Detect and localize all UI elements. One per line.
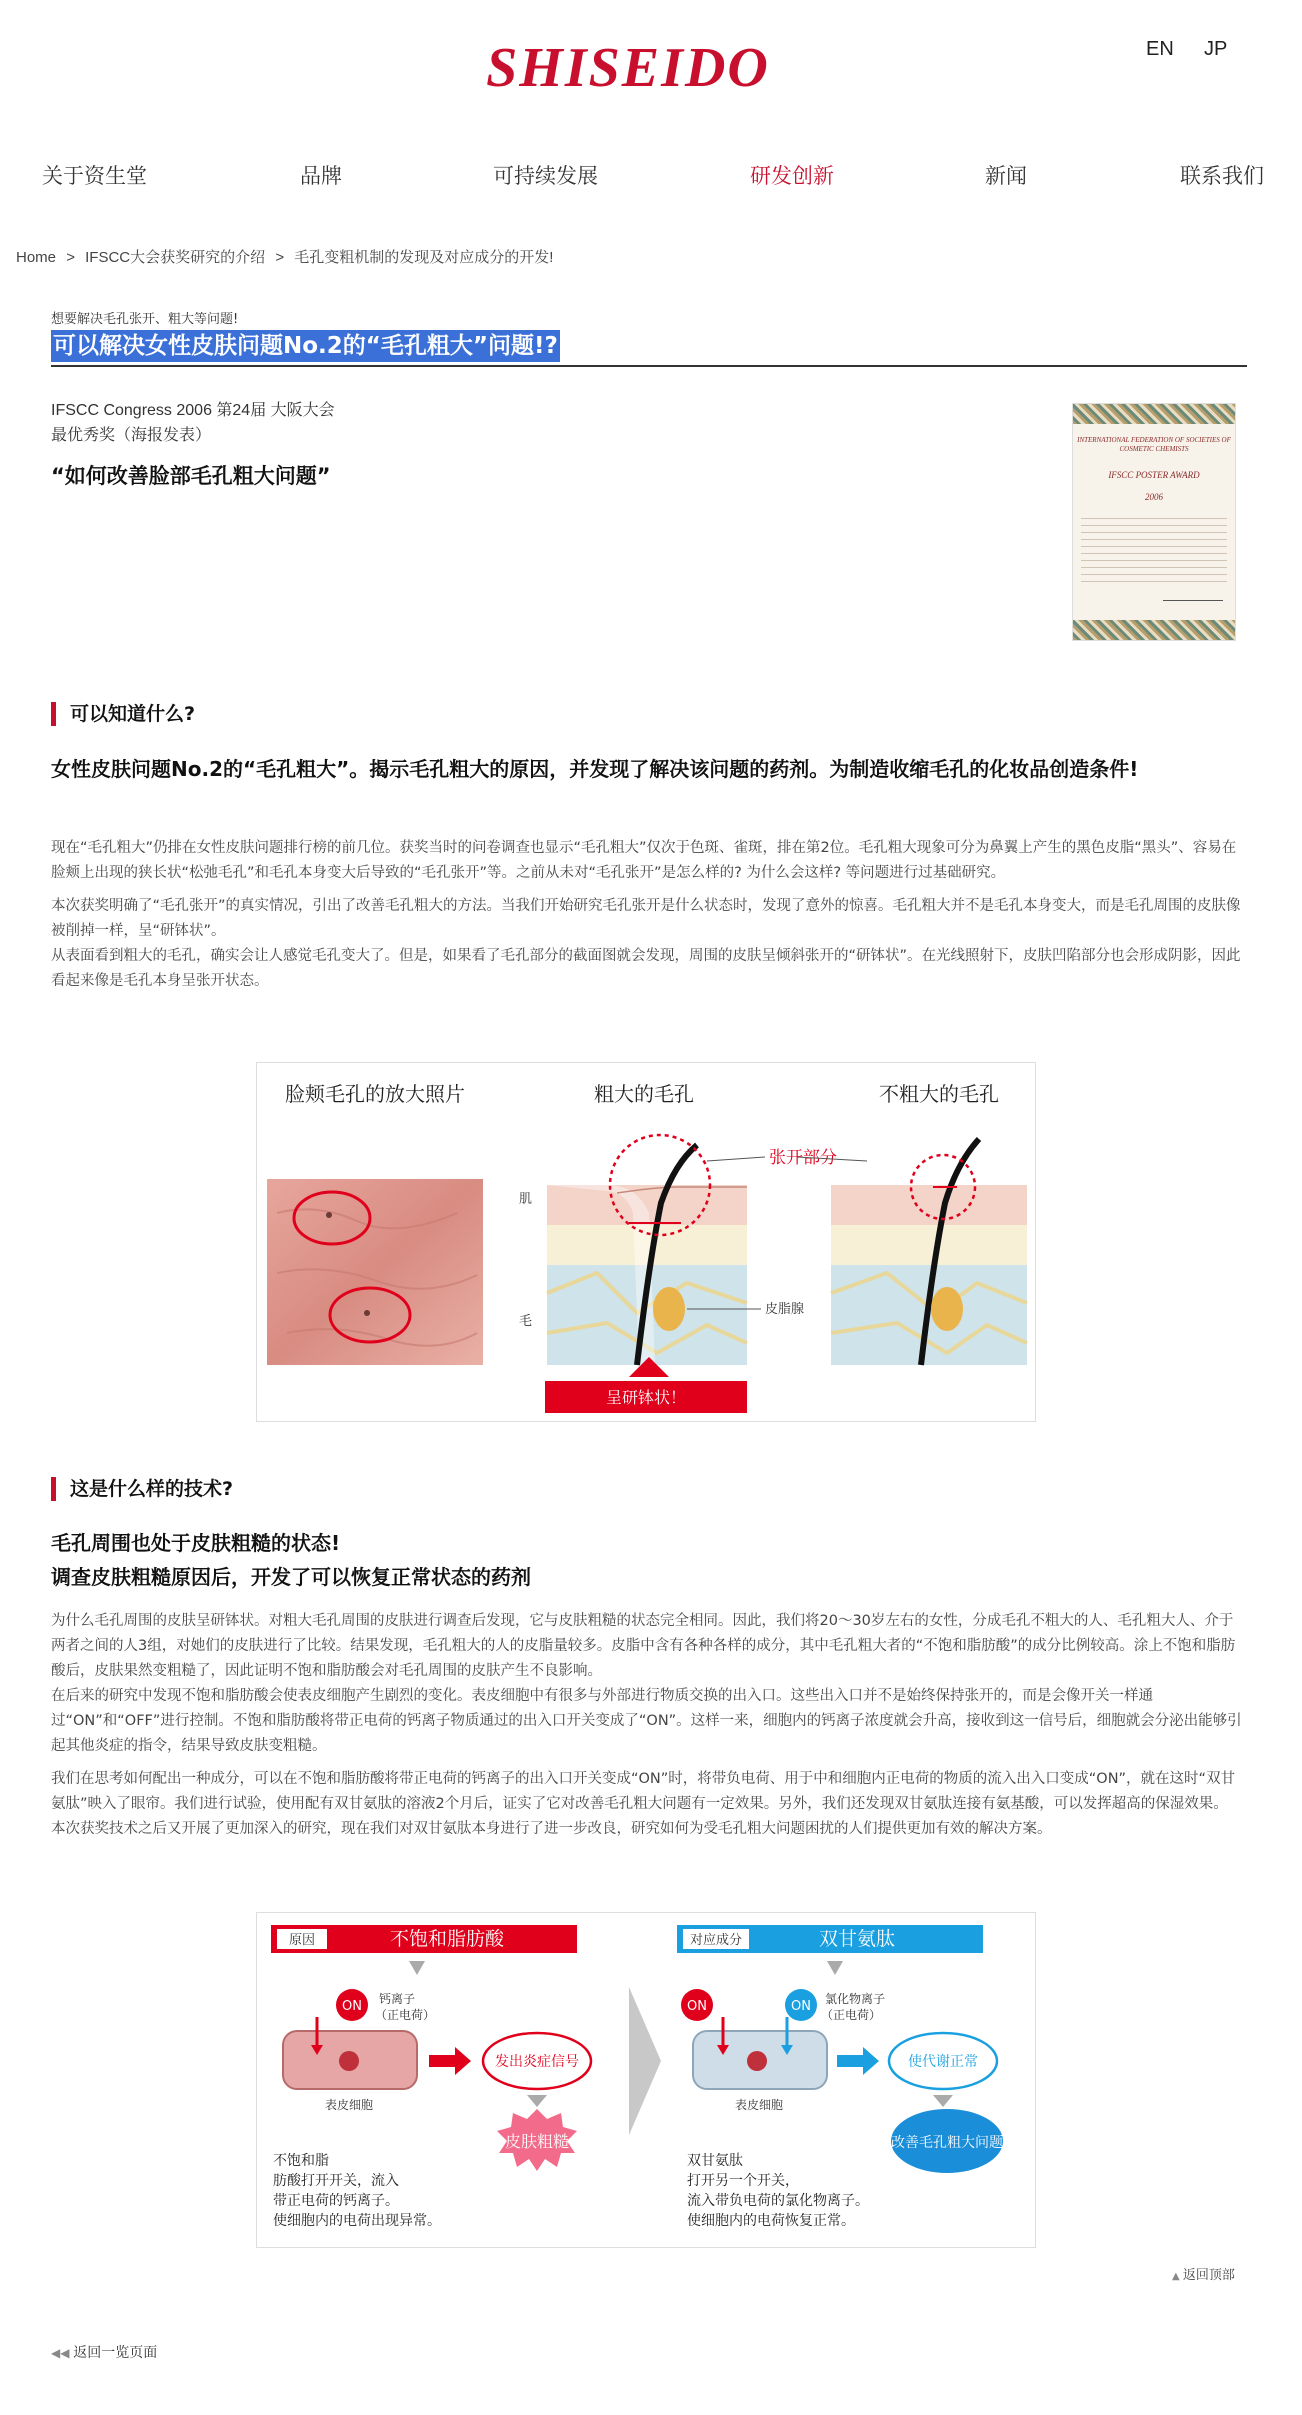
solution-desc: 打开另一个开关，: [687, 2173, 799, 2189]
on-switch-label: ON: [687, 1999, 707, 2014]
back-to-top-label: 返回顶部: [1182, 2268, 1235, 2283]
breadcrumb-home[interactable]: Home: [16, 249, 57, 266]
section2-paragraph: 我们在思考如何配出一种成分，可以在不饱和脂肪酸将带正电荷的钙离子的出入口开关变成“ON”时，将带负电荷、用于中和细胞内正电荷的物质的流入出入口变成“ON”，就在这时“双甘氨肽”映入了眼帘。我们进行试验，使用配有双甘氨肽的溶液2个月后，证实了它对改善毛孔粗大问题有一定效果。另外，我们还发现双甘氨肽连接有氨基酸，可以发挥超高的保湿效果。: [51, 1771, 1236, 1812]
chloride-ion-label: 氯化物离子: [825, 1992, 886, 2006]
solution-panel: [677, 1925, 1003, 2229]
cheek-pore-photo: [267, 1179, 483, 1365]
on-switch-label: ON: [342, 1999, 362, 2014]
cause-tag: 原因: [288, 1933, 316, 1948]
nav-sustainability[interactable]: 可持续发展: [493, 164, 598, 188]
section1-paragraph: 现在“毛孔粗大”仍排在女性皮肤问题排行榜的前几位。获奖当时的问卷调查也显示“毛孔粗大”仅次于色斑、雀斑，排在第2位。毛孔粗大现象可分为鼻翼上产生的黑色皮脂“黑头”、容易在脸颊上出现的狭长状“松弛毛孔”和毛孔本身变大后导致的“毛孔张开”等。之前从未对“毛孔张开”是怎么样的? 为什么会这样? 等问题进行过基础研究。: [51, 840, 1237, 881]
certificate-year: 2006: [1145, 492, 1163, 502]
article-kicker: 想要解决毛孔张开、粗大等问题!: [51, 312, 239, 327]
nav-news[interactable]: 新闻: [985, 164, 1027, 188]
inflammation-signal-label: 发出炎症信号: [495, 2054, 579, 2070]
research-title: “如何改善脸部毛孔粗大问题”: [51, 464, 331, 488]
certificate-org: INTERNATIONAL FEDERATION OF SOCIETIES OF COSMETIC CHEMISTS: [1077, 436, 1231, 453]
calcium-ion-label: 钙离子: [379, 1992, 416, 2006]
section2-paragraph: 本次获奖技术之后又开展了更加深入的研究，现在我们对双甘氨肽本身进行了进一步改良，研究如何为受毛孔粗大问题困扰的人们提供更加有效的解决方案。: [51, 1821, 1052, 1837]
section1-paragraph: 本次获奖明确了“毛孔张开”的真实情况，引出了改善毛孔粗大的方法。当我们开始研究毛孔张开是什么状态时，发现了意外的惊喜。毛孔粗大并不是毛孔本身变大，而是毛孔周围的皮肤像被削掉一样，呈“研钵状”。: [51, 898, 1241, 939]
solution-desc: 流入带负电荷的氯化物离子。: [687, 2193, 869, 2209]
epidermal-cell-label: 表皮细胞: [734, 2098, 784, 2112]
pore-comparison-figure: [256, 1062, 1036, 1422]
certificate-award: IFSCC POSTER AWARD: [1108, 470, 1200, 480]
solution-tag: 对应成分: [689, 1933, 743, 1948]
label-bowl-shape: 呈研钵状！: [605, 1388, 687, 1407]
section2-lead-1: 毛孔周围也处于皮肤粗糙的状态!: [51, 1531, 341, 1555]
breadcrumb: [16, 246, 559, 267]
breadcrumb-current: 毛孔变粗机制的发现及对应成分的开发!: [294, 249, 554, 266]
title-divider: [51, 365, 1247, 367]
section1-lead: 女性皮肤问题No.2的“毛孔粗大”。揭示毛孔粗大的原因，并发现了解决该问题的药剂。为制造收缩毛孔的化妆品创造条件!: [51, 757, 1139, 781]
nav-contact[interactable]: 联系我们: [1180, 164, 1264, 188]
charge-label: （正电荷）: [821, 2008, 882, 2022]
transition-arrow: [629, 1987, 661, 2135]
breadcrumb-level1[interactable]: IFSCC大会获奖研究的介绍: [85, 249, 266, 266]
fig1-col3-title: 不粗大的毛孔: [879, 1082, 999, 1106]
section2-lead-2: 调查皮肤粗糙原因后，开发了可以恢复正常状态的药剂: [51, 1565, 531, 1589]
cause-desc: 使细胞内的电荷出现异常。: [273, 2213, 441, 2229]
label-open-part: 张开部分: [769, 1148, 837, 1168]
certificate-signature: [1163, 586, 1223, 601]
solution-title: 双甘氨肽: [818, 1928, 896, 1950]
congress-info: IFSCC Congress 2006 第24届 大阪大会: [51, 402, 335, 419]
double-arrow-left-icon: ◀◀: [51, 2346, 74, 2360]
on-switch-label: ON: [791, 1999, 811, 2014]
certificate-border-bottom: [1073, 620, 1235, 640]
improvement-label: 改善毛孔粗大问题: [891, 2135, 1003, 2151]
nav-about[interactable]: 关于资生堂: [42, 164, 147, 188]
label-skin: 肌: [519, 1192, 533, 1207]
epidermal-cell-label: 表皮细胞: [324, 2098, 374, 2112]
certificate-body-text: [1081, 512, 1227, 584]
back-to-list-label: 返回一览页面: [73, 2345, 158, 2361]
arrow-up-icon: ▲: [1172, 2271, 1183, 2282]
section1-body: [51, 836, 1247, 994]
solution-desc: 双甘氨肽: [687, 2153, 743, 2169]
solution-desc: 使细胞内的电荷恢复正常。: [687, 2213, 855, 2229]
award-type: 最优秀奖（海报发表）: [51, 427, 212, 444]
back-to-top-link[interactable]: [1172, 2264, 1235, 2283]
lang-jp-link[interactable]: JP: [1204, 38, 1228, 60]
label-sebaceous-gland: 皮脂腺: [765, 1302, 805, 1317]
mechanism-figure: [256, 1912, 1036, 2248]
cause-desc: 肪酸打开开关，流入: [273, 2173, 399, 2189]
rough-skin-label: 皮肤粗糙: [504, 2132, 570, 2151]
cause-desc: 带正电荷的钙离子。: [273, 2193, 399, 2209]
fig1-col2-title: 粗大的毛孔: [594, 1082, 694, 1106]
nav-brands[interactable]: 品牌: [300, 164, 342, 188]
cause-title: 不饱和脂肪酸: [389, 1928, 505, 1950]
fig1-col1-title: 脸颊毛孔的放大照片: [285, 1082, 465, 1106]
breadcrumb-separator: >: [275, 249, 285, 266]
section2-paragraph: 在后来的研究中发现不饱和脂肪酸会使表皮细胞产生剧烈的变化。表皮细胞中有很多与外部进行物质交换的出入口。这些出入口并不是始终保持张开的，而是会像开关一样通过“ON”和“OFF”进行控制。不饱和脂肪酸将带正电荷的钙离子物质通过的出入口开关变成了“ON”。这样一来，细胞内的钙离子浓度就会升高，接收到这一信号后，细胞就会分泌出能够引起其他炎症的指令，结果导致皮肤变粗糙。: [51, 1688, 1242, 1754]
section1-paragraph: 从表面看到粗大的毛孔，确实会让人感觉毛孔变大了。但是，如果看了毛孔部分的截面图就会发现，周围的皮肤呈倾斜张开的“研钵状”。在光线照射下，皮肤凹陷部分也会形成阴影，因此看起来像是毛孔本身呈张开状态。: [51, 948, 1241, 989]
enlarged-pore-diagram: [519, 1135, 867, 1413]
nav-rd-innovation[interactable]: 研发创新: [750, 164, 834, 188]
normal-metabolism-label: 使代谢正常: [908, 2054, 978, 2070]
award-certificate-image: [1072, 403, 1236, 641]
section-heading-what: 可以知道什么?: [51, 702, 195, 726]
section2-body: [51, 1609, 1247, 1842]
section-heading-technology: 这是什么样的技术?: [51, 1477, 233, 1501]
page-title: 可以解决女性皮肤问题No.2的“毛孔粗大”问题!?: [51, 330, 560, 362]
back-to-list-link[interactable]: [51, 2342, 157, 2362]
normal-pore-diagram: [831, 1139, 1027, 1365]
cause-desc: 不饱和脂: [273, 2153, 329, 2169]
label-hair: 毛: [519, 1314, 533, 1329]
shiseido-logo[interactable]: [478, 28, 778, 108]
cause-panel: [271, 1925, 591, 2229]
section2-paragraph: 为什么毛孔周围的皮肤呈研钵状。对粗大毛孔周围的皮肤进行调查后发现，它与皮肤粗糙的状态完全相同。因此，我们将20～30岁左右的女性，分成毛孔不粗大的人、毛孔粗大人、介于两者之间的人3组，对她们的皮肤进行了比较。结果发现，毛孔粗大的人的皮脂量较多。皮脂中含有各种各样的成分，其中毛孔粗大者的“不饱和脂肪酸”的成分比例较高。涂上不饱和脂肪酸后，皮肤果然变粗糙了，因此证明不饱和脂肪酸会对毛孔周围的皮肤产生不良影响。: [51, 1613, 1236, 1679]
lang-en-link[interactable]: EN: [1146, 38, 1174, 60]
certificate-border-top: [1073, 404, 1235, 424]
breadcrumb-separator: >: [66, 249, 75, 266]
logo-text: SHISEIDO: [486, 37, 770, 99]
positive-charge-label: （正电荷）: [375, 2008, 436, 2022]
